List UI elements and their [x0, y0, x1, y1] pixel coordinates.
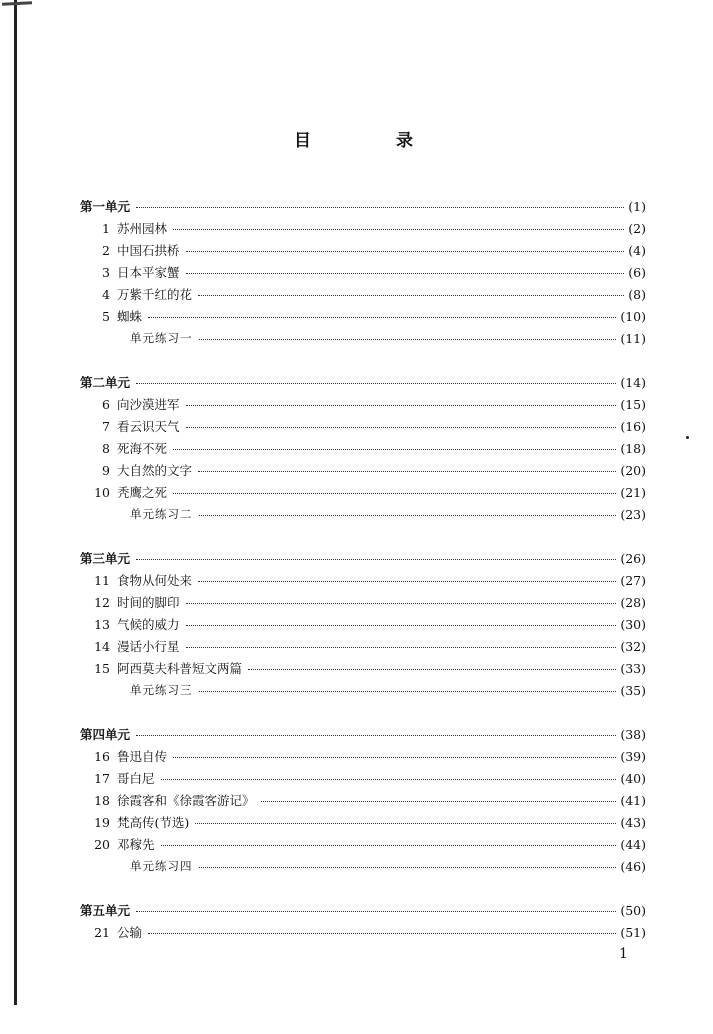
toc-page-number: (15) [620, 396, 646, 412]
toc-page-number: (1) [628, 198, 646, 214]
dot-leader [173, 229, 624, 230]
toc-entry-title: 苏州园林 [117, 221, 168, 236]
toc-entry-title: 看云识天气 [117, 419, 180, 434]
dot-leader [199, 691, 617, 692]
toc-entry-number: 13 [94, 616, 110, 632]
toc-entry-title: 第五单元 [80, 903, 131, 918]
toc-entry-number: 4 [102, 286, 110, 302]
toc-entry-number: 11 [94, 572, 110, 588]
toc-entry-number: 8 [102, 440, 110, 456]
toc-entry-title: 死海不死 [117, 441, 168, 456]
toc-page-number: (39) [620, 748, 646, 764]
toc-entry-title: 邓稼先 [117, 837, 155, 852]
toc-entry[interactable] [80, 636, 646, 656]
toc-entry[interactable] [80, 218, 646, 238]
toc-entry-title: 第三单元 [80, 551, 131, 566]
toc-entry[interactable] [80, 834, 646, 854]
binding-edge-corner [2, 1, 32, 6]
dot-leader [248, 669, 616, 670]
toc-entry-title: 大自然的文字 [117, 463, 193, 478]
toc-page-number: (10) [620, 308, 646, 324]
dot-leader [186, 427, 617, 428]
toc-entry-title: 万紫千红的花 [117, 287, 193, 302]
toc-entry-number: 14 [94, 638, 110, 654]
toc-entry-number: 1 [102, 220, 110, 236]
toc-entry[interactable] [80, 746, 646, 766]
dot-leader [173, 757, 616, 758]
toc-entry-title: 第一单元 [80, 199, 131, 214]
toc-exercise-entry[interactable] [80, 856, 646, 876]
toc-page-number: (28) [620, 594, 646, 610]
toc-entry-title: 时间的脚印 [117, 595, 180, 610]
toc-entry-title: 第四单元 [80, 727, 131, 742]
toc-entry[interactable] [80, 482, 646, 502]
toc-entry-number: 19 [94, 814, 110, 830]
toc-page-number: (2) [628, 220, 646, 236]
toc-entry[interactable] [80, 262, 646, 282]
toc-exercise-entry[interactable] [80, 680, 646, 700]
toc-entry-number: 16 [94, 748, 110, 764]
dot-leader [186, 251, 625, 252]
toc-entry[interactable] [80, 438, 646, 458]
dot-leader [198, 581, 616, 582]
dot-leader [173, 449, 616, 450]
toc-page-number: (20) [620, 462, 646, 478]
toc-entry-title: 食物从何处来 [117, 573, 193, 588]
toc-unit-heading[interactable] [80, 372, 646, 392]
toc-entry-number: 9 [102, 462, 110, 478]
toc-entry[interactable] [80, 768, 646, 788]
toc-page-number: (16) [620, 418, 646, 434]
dot-leader [161, 845, 617, 846]
toc-entry[interactable] [80, 790, 646, 810]
dot-leader [198, 471, 616, 472]
toc-entry-number: 10 [94, 484, 110, 500]
toc-entry-title: 单元练习一 [130, 331, 193, 345]
toc-entry-number: 12 [94, 594, 110, 610]
toc-entry-title: 日本平家蟹 [117, 265, 180, 280]
toc-page-number: (33) [620, 660, 646, 676]
toc-entry[interactable] [80, 922, 646, 942]
toc-entry-number: 15 [94, 660, 110, 676]
toc-entry-number: 7 [102, 418, 110, 434]
dot-leader [199, 515, 617, 516]
toc-page-number: (18) [620, 440, 646, 456]
toc-entry-title: 秃鹰之死 [117, 485, 168, 500]
toc-exercise-entry[interactable] [80, 504, 646, 524]
toc-entry[interactable] [80, 570, 646, 590]
toc-entry-number: 5 [102, 308, 110, 324]
toc-page-number: (26) [620, 550, 646, 566]
dot-leader [199, 339, 617, 340]
toc-entry-title: 公输 [117, 925, 143, 940]
toc-page-number: (8) [628, 286, 646, 302]
toc-page-number: (23) [620, 506, 646, 522]
toc-page-number: (4) [628, 242, 646, 258]
toc-entry[interactable] [80, 284, 646, 304]
toc-unit-heading[interactable] [80, 724, 646, 744]
dot-leader [186, 647, 617, 648]
toc-entry[interactable] [80, 460, 646, 480]
toc-entry-title: 向沙漠进军 [117, 397, 180, 412]
toc-unit-heading[interactable] [80, 196, 646, 216]
dot-leader [199, 867, 617, 868]
toc-page-number: (38) [620, 726, 646, 742]
dot-leader [198, 295, 624, 296]
toc-entry-number: 17 [94, 770, 110, 786]
dot-leader [195, 823, 616, 824]
toc-page-number: (35) [620, 682, 646, 698]
dot-leader [186, 625, 617, 626]
toc-page-number: (27) [620, 572, 646, 588]
dot-leader [136, 559, 616, 560]
dot-leader [148, 933, 616, 934]
toc-page-number: (41) [620, 792, 646, 808]
toc-entry-title: 徐霞客和《徐霞客游记》 [117, 793, 255, 808]
dot-leader [148, 317, 616, 318]
toc-entry[interactable] [80, 658, 646, 678]
toc-unit-heading[interactable] [80, 548, 646, 568]
dot-leader [186, 603, 617, 604]
dot-leader [136, 735, 616, 736]
toc-entry-number: 21 [94, 924, 110, 940]
dot-leader [261, 801, 617, 802]
toc-entry-title: 蜘蛛 [117, 309, 143, 324]
toc-page-number: (44) [620, 836, 646, 852]
toc-entry-number: 6 [102, 396, 110, 412]
page-number: 1 [619, 946, 628, 962]
toc-entry[interactable] [80, 240, 646, 260]
scan-speck [686, 436, 689, 439]
dot-leader [186, 273, 625, 274]
page-title: 目 录 [294, 131, 447, 151]
dot-leader [161, 779, 617, 780]
toc-entry-title: 单元练习四 [130, 859, 193, 873]
toc-page-number: (46) [620, 858, 646, 874]
toc-page-number: (21) [620, 484, 646, 500]
toc-entry[interactable] [80, 394, 646, 414]
toc-entry[interactable] [80, 306, 646, 326]
toc-page-number: (50) [620, 902, 646, 918]
toc-entry-title: 阿西莫夫科普短文两篇 [117, 661, 243, 676]
toc-entry-title: 鲁迅自传 [117, 749, 168, 764]
toc-entry-title: 哥白尼 [117, 771, 155, 786]
toc-unit-heading[interactable] [80, 900, 646, 920]
toc-entry[interactable] [80, 592, 646, 612]
dot-leader [186, 405, 617, 406]
toc-entry-title: 漫话小行星 [117, 639, 180, 654]
dot-leader [136, 911, 616, 912]
toc-page-number: (30) [620, 616, 646, 632]
toc-entry-number: 20 [94, 836, 110, 852]
toc-entry-title: 气候的威力 [117, 617, 180, 632]
toc-entry-number: 3 [102, 264, 110, 280]
toc-page-number: (40) [620, 770, 646, 786]
toc-entry[interactable] [80, 614, 646, 634]
toc-entry[interactable] [80, 812, 646, 832]
toc-entry-title: 梵高传(节选) [117, 815, 190, 830]
dot-leader [136, 207, 624, 208]
dot-leader [136, 383, 616, 384]
toc-exercise-entry[interactable] [80, 328, 646, 348]
toc-entry[interactable] [80, 416, 646, 436]
toc-page-number: (51) [620, 924, 646, 940]
toc-page-number: (6) [628, 264, 646, 280]
toc-page-number: (32) [620, 638, 646, 654]
toc-entry-title: 第二单元 [80, 375, 131, 390]
toc-entry-number: 18 [94, 792, 110, 808]
toc-page-number: (43) [620, 814, 646, 830]
dot-leader [173, 493, 616, 494]
toc-page-number: (14) [620, 374, 646, 390]
toc-entry-number: 2 [102, 242, 110, 258]
toc-entry-title: 单元练习二 [130, 507, 193, 521]
toc-entry-title: 中国石拱桥 [117, 243, 180, 258]
toc-entry-title: 单元练习三 [130, 683, 193, 697]
toc-page-number: (11) [620, 330, 646, 346]
